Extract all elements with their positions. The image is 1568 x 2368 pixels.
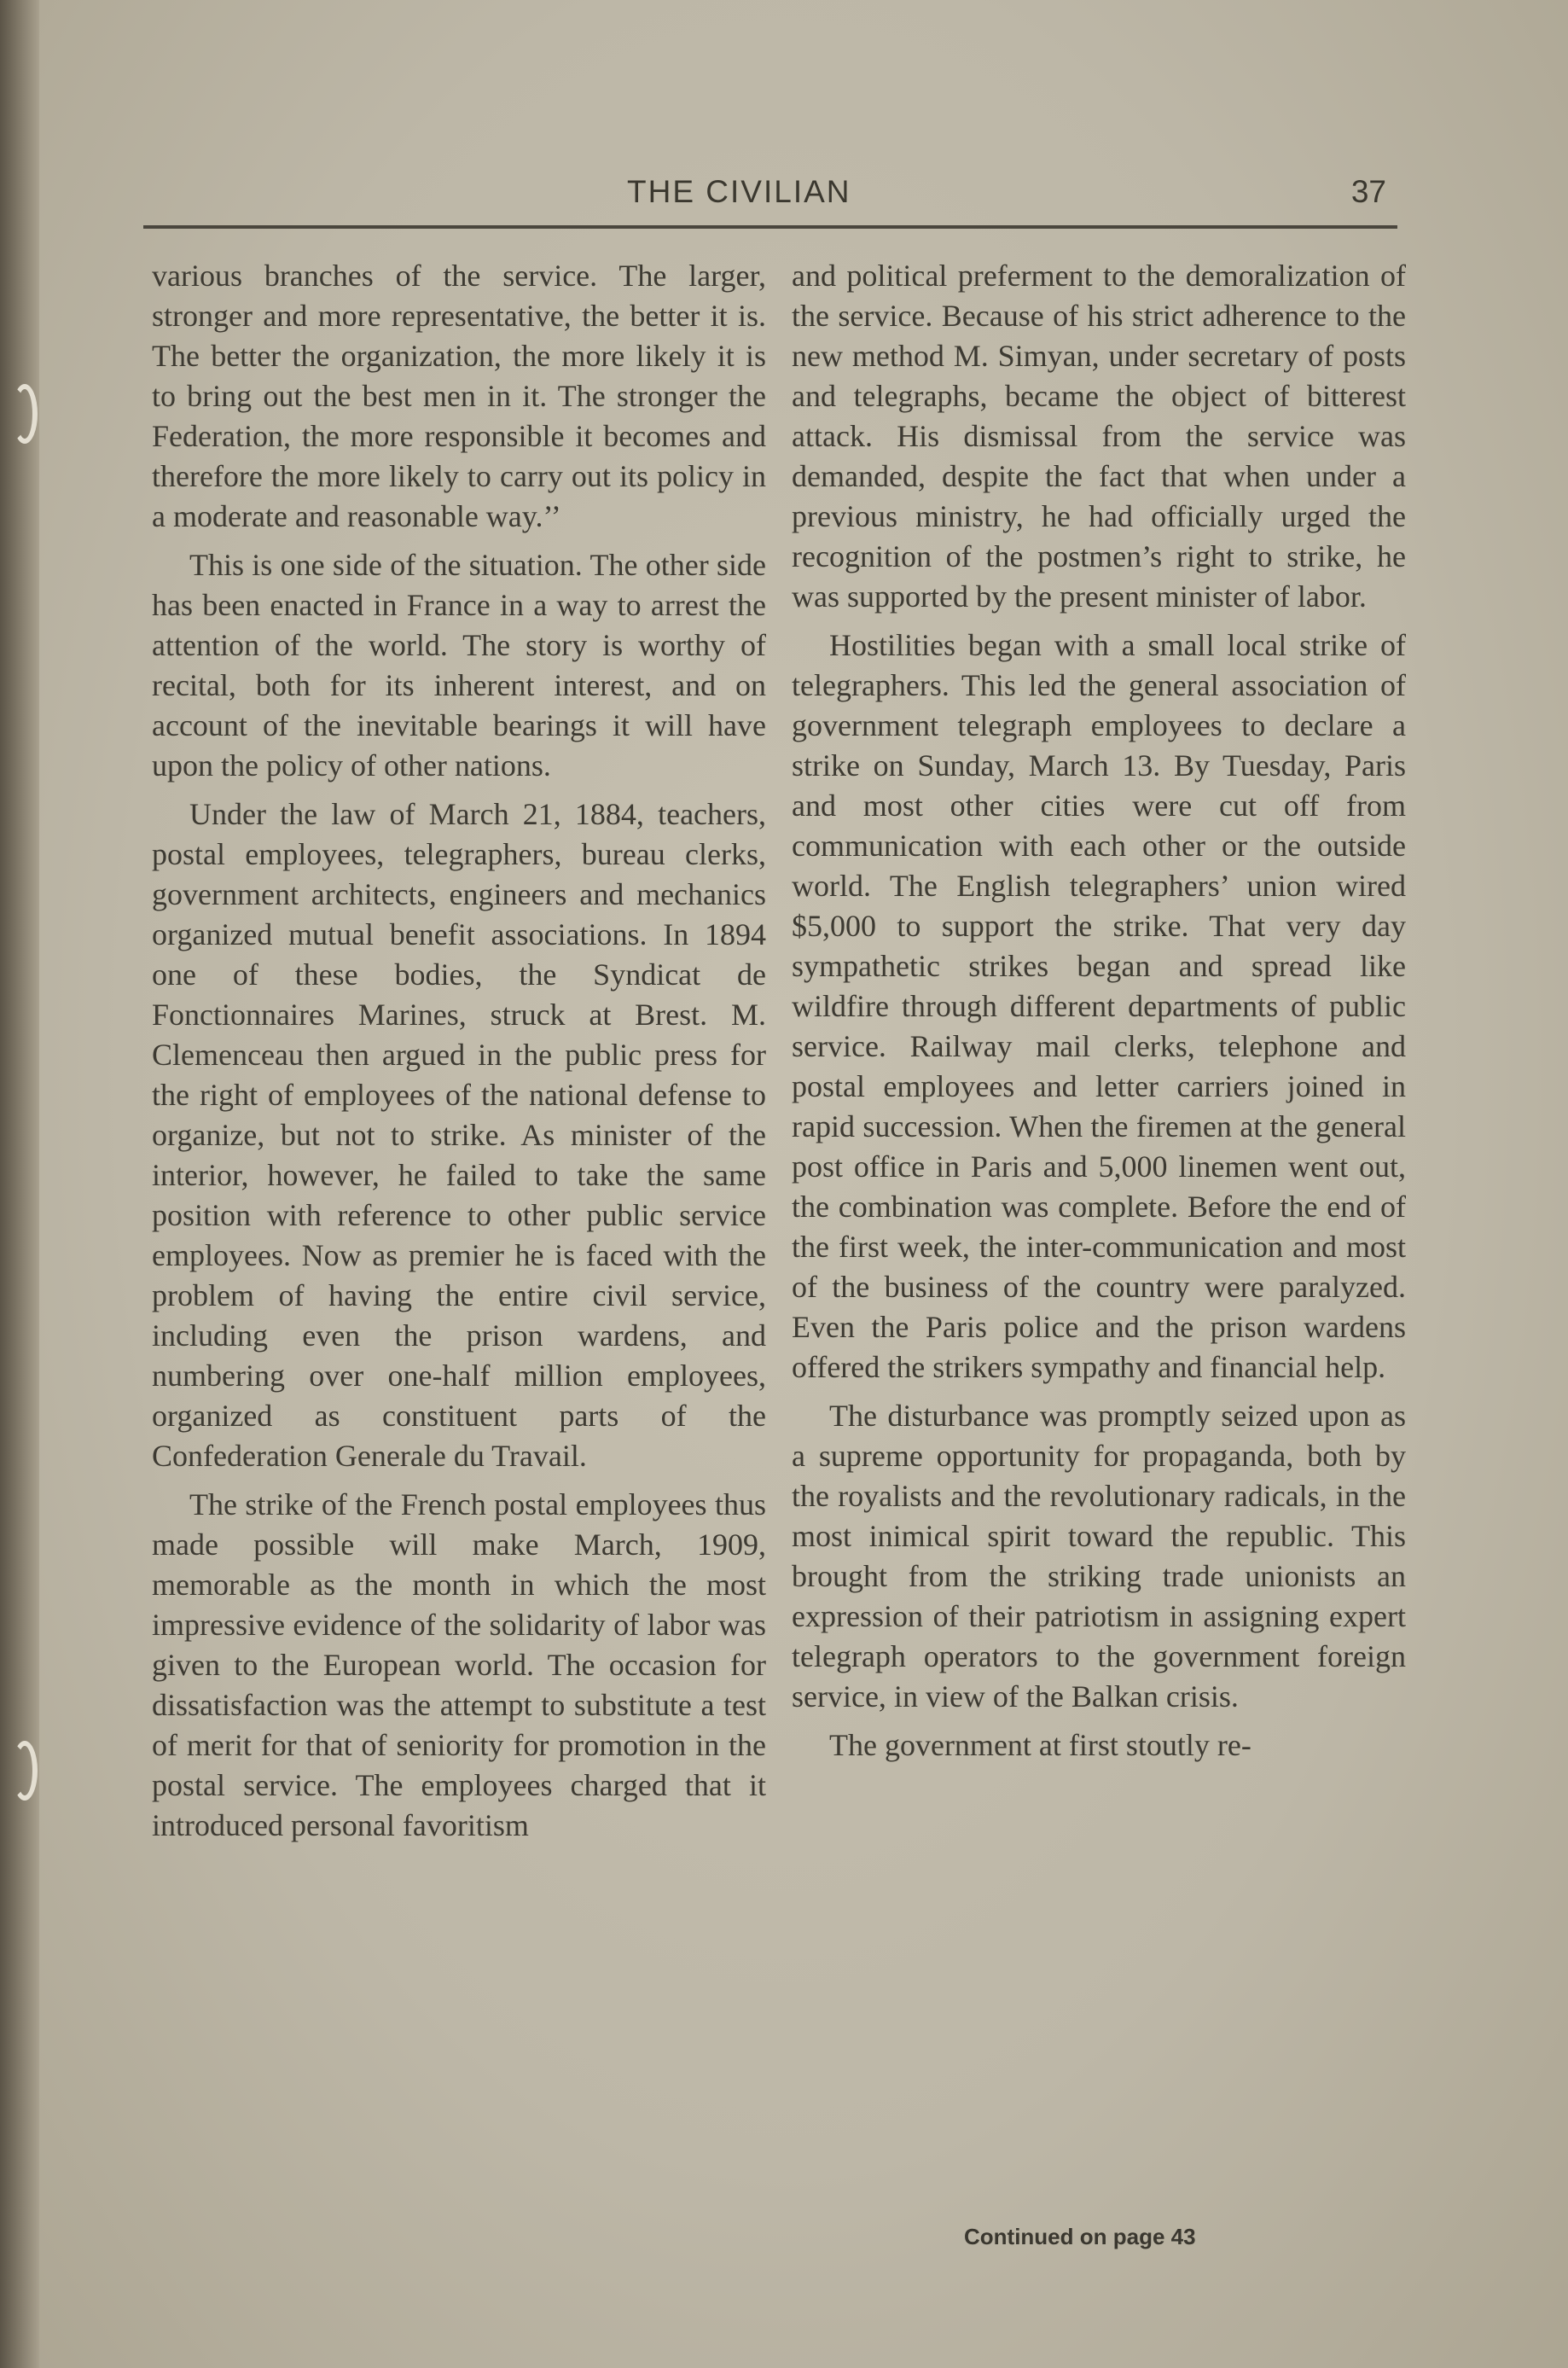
page-number: 37 <box>1350 174 1386 209</box>
binding-ring-top <box>12 384 38 444</box>
header-rule <box>143 225 1397 229</box>
continued-note: Continued on page 43 <box>964 2224 1196 2249</box>
paragraph: The government at first stoutly re- <box>829 1728 1251 1762</box>
paragraph: and political preferment to the demoralization of the service. Because of his strict adherence to the new method M. Simyan, under secretary of posts and telegraphs, became the object of bitterest attack. His dismissal from the service was demanded, despite the fact that when under a previous ministry, he had officially urged the recognition of the postmen’s right to strike, he was supported by the present minister of labor. <box>792 259 1406 614</box>
binding-ring-bottom <box>12 1741 38 1801</box>
left-column <box>152 256 766 1854</box>
paragraph: The disturbance was promptly seized upon as a supreme opportunity for propaganda, both by the royalists and the revolutionary radicals, in the most inimical spirit toward the republic. This brought from the striking trade unionists an expression of their patriotism in assigning expert telegraph operators to the government foreign service, in view of the Balkan crisis. <box>792 1399 1406 1713</box>
right-column <box>792 256 1406 1774</box>
paragraph: Hostilities began with a small local strike of telegraphers. This led the general association of government telegraph employees to declare a strike on Sunday, March 13. By Tuesday, Paris and most other cities were cut off from communication with each other or the outside world. The English telegraphers’ union wired $5,000 to support the strike. That very day sympathetic strikes began and spread like wildfire through different departments of public service. Railway mail clerks, telephone and postal employees and letter carriers joined in rapid succession. When the firemen at the general post office in Paris and 5,000 linemen went out, the combination was complete. Before the end of the first week, the inter-communication and most of the business of the country were paralyzed. Even the Paris police and the prison wardens offered the strikers sympathy and financial help. <box>792 628 1406 1384</box>
paragraph: Under the law of March 21, 1884, teachers, postal employees, telegraphers, bureau clerks, government architects, engineers and mechanics organized mutual benefit associations. In 1894 one of these bodies, the Syndicat de Fonctionnaires Marines, struck at Brest. M. Clemenceau then argued in the public press for the right of employees of the national defense to organize, but not to strike. As minister of the interior, however, he failed to take the same position with reference to other public service employees. Now as premier he is faced with the problem of having the entire civil service, including even the prison wardens, and numbering over one-half million employees, organized as constituent parts of the Confederation Generale du Travail. <box>152 797 766 1473</box>
running-header <box>149 174 1403 225</box>
paragraph: The strike of the French postal employees thus made possible will make March, 1909, memorable as the month in which the most impressive evidence of the solidarity of labor was given to the European world. The occasion for dissatisfaction was the attempt to substitute a test of merit for that of seniority for promotion in the postal service. The employees charged that it introduced personal favoritism <box>152 1487 766 1842</box>
paragraph: This is one side of the situation. The other side has been enacted in France in a way to arrest the attention of the world. The story is worthy of recital, both for its inherent interest, and on account of the inevitable bearings it will have upon the policy of other nations. <box>152 548 766 783</box>
paragraph: various branches of the service. The larger, stronger and more representative, the better it is. The better the organization, the more likely it is to bring out the best men in it. The stronger the Federation, the more responsible it becomes and therefore the more likely to carry out its policy in a moderate and reasonable way.’’ <box>152 259 766 533</box>
binding-edge <box>0 0 39 2368</box>
publication-title: THE CIVILIAN <box>627 174 851 209</box>
